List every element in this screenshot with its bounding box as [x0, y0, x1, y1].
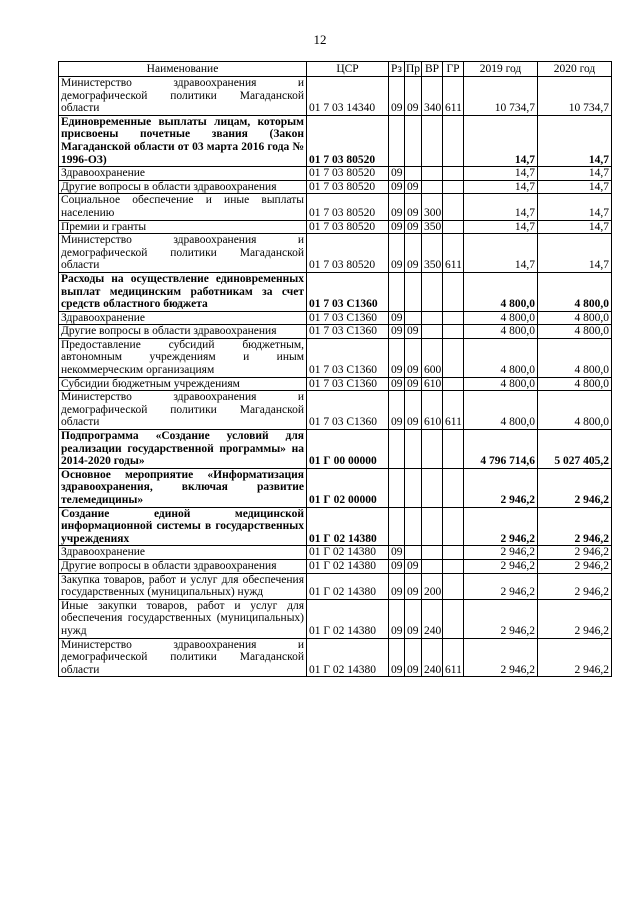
row-csr-code: 01 7 03 80520 [307, 194, 389, 220]
row-gr [443, 507, 464, 546]
row-rz: 09 [389, 220, 405, 234]
row-pr: 09 [405, 377, 422, 391]
row-value-2020: 2 946,2 [538, 546, 612, 560]
row-vr: 240 [422, 599, 443, 638]
budget-table [58, 61, 612, 677]
row-csr-code: 01 7 03 80520 [307, 220, 389, 234]
row-pr: 09 [405, 234, 422, 273]
row-csr-code: 01 Г 02 00000 [307, 468, 389, 507]
row-csr-code: 01 7 03 80520 [307, 115, 389, 166]
row-value-2020: 4 800,0 [538, 272, 612, 311]
row-pr: 09 [405, 573, 422, 599]
row-rz: 09 [389, 311, 405, 325]
row-rz [389, 430, 405, 469]
row-vr [422, 546, 443, 560]
row-value-2019: 10 734,7 [464, 77, 538, 116]
row-pr [405, 115, 422, 166]
row-vr [422, 559, 443, 573]
row-rz: 09 [389, 573, 405, 599]
header-pr: Пр [406, 63, 421, 76]
row-pr [405, 546, 422, 560]
header-rz: Рз [389, 62, 405, 77]
row-gr [443, 573, 464, 599]
row-value-2020: 5 027 405,2 [538, 430, 612, 469]
row-name: Социальное обеспечение и иные выплаты населению [59, 194, 307, 220]
row-vr [422, 325, 443, 339]
table-row [59, 391, 612, 430]
row-rz [389, 507, 405, 546]
row-csr-code: 01 Г 02 14380 [307, 546, 389, 560]
row-gr [443, 338, 464, 377]
row-value-2019: 4 800,0 [464, 338, 538, 377]
row-value-2020: 14,7 [538, 180, 612, 194]
row-pr: 09 [405, 391, 422, 430]
table-row [59, 573, 612, 599]
header-name: Наименование [59, 62, 307, 77]
row-value-2019: 2 946,2 [464, 573, 538, 599]
row-value-2020: 4 800,0 [538, 311, 612, 325]
row-name: Основное мероприятие «Информатизация здравоохранения, включая развитие телемедицины» [59, 468, 307, 507]
row-pr: 09 [405, 77, 422, 116]
row-value-2020: 2 946,2 [538, 468, 612, 507]
row-pr [405, 430, 422, 469]
row-vr: 300 [422, 194, 443, 220]
row-value-2020: 14,7 [538, 194, 612, 220]
header-2020: 2020 год [538, 62, 612, 77]
row-name: Здравоохранение [59, 546, 307, 560]
row-vr: 610 [422, 377, 443, 391]
row-gr [443, 194, 464, 220]
row-name: Министерство здравоохранения и демографической политики Магаданской области [59, 77, 307, 116]
row-value-2020: 4 800,0 [538, 377, 612, 391]
row-vr: 340 [422, 77, 443, 116]
row-gr: 611 [443, 77, 464, 116]
row-csr-code: 01 Г 02 14380 [307, 507, 389, 546]
row-csr-code: 01 7 03 С1360 [307, 391, 389, 430]
row-rz: 09 [389, 325, 405, 339]
row-vr [422, 115, 443, 166]
row-vr [422, 272, 443, 311]
row-value-2020: 2 946,2 [538, 638, 612, 677]
row-gr [443, 167, 464, 181]
row-pr: 09 [405, 180, 422, 194]
table-body [59, 77, 612, 677]
row-gr [443, 430, 464, 469]
row-csr-code: 01 Г 02 14380 [307, 638, 389, 677]
header-vr: ВР [422, 62, 443, 77]
row-name: Подпрограмма «Создание условий для реализации государственной программы» на 2014-2020 годы» [59, 430, 307, 469]
row-value-2019: 2 946,2 [464, 559, 538, 573]
row-value-2019: 4 800,0 [464, 272, 538, 311]
row-gr: 611 [443, 234, 464, 273]
row-name: Единовременные выплаты лицам, которым присвоены почетные звания (Закон Магаданской области от 03 марта 2016 года № 1996-ОЗ) [59, 115, 307, 166]
row-value-2019: 14,7 [464, 167, 538, 181]
row-gr [443, 115, 464, 166]
header-csr: ЦСР [307, 62, 389, 77]
row-vr: 600 [422, 338, 443, 377]
row-name: Министерство здравоохранения и демографической политики Магаданской области [59, 391, 307, 430]
row-pr [405, 507, 422, 546]
row-vr: 350 [422, 234, 443, 273]
table-row [59, 430, 612, 469]
table-row [59, 77, 612, 116]
row-name: Закупка товаров, работ и услуг для обеспечения государственных (муниципальных) нужд [59, 573, 307, 599]
row-pr [405, 167, 422, 181]
row-gr [443, 220, 464, 234]
row-gr [443, 377, 464, 391]
row-value-2019: 2 946,2 [464, 638, 538, 677]
row-gr [443, 311, 464, 325]
row-csr-code: 01 7 03 С1360 [307, 338, 389, 377]
row-vr: 200 [422, 573, 443, 599]
row-value-2019: 14,7 [464, 234, 538, 273]
table-row [59, 599, 612, 638]
row-gr [443, 559, 464, 573]
row-pr: 09 [405, 325, 422, 339]
row-gr [443, 180, 464, 194]
table-row [59, 338, 612, 377]
row-value-2020: 2 946,2 [538, 559, 612, 573]
row-name: Другие вопросы в области здравоохранения [59, 559, 307, 573]
row-csr-code: 01 7 03 80520 [307, 234, 389, 273]
table-row [59, 325, 612, 339]
row-csr-code: 01 7 03 С1360 [307, 325, 389, 339]
row-gr [443, 546, 464, 560]
row-rz: 09 [389, 167, 405, 181]
row-rz: 09 [389, 559, 405, 573]
row-pr [405, 468, 422, 507]
header-gr: ГР [443, 62, 464, 77]
table-row [59, 311, 612, 325]
row-value-2020: 14,7 [538, 115, 612, 166]
row-pr: 09 [405, 194, 422, 220]
row-rz [389, 468, 405, 507]
row-value-2020: 10 734,7 [538, 77, 612, 116]
row-gr [443, 599, 464, 638]
row-value-2020: 2 946,2 [538, 507, 612, 546]
row-gr [443, 272, 464, 311]
row-csr-code: 01 Г 00 00000 [307, 430, 389, 469]
row-pr: 09 [405, 338, 422, 377]
page-number: 12 [313, 32, 327, 47]
row-rz: 09 [389, 194, 405, 220]
row-rz: 09 [389, 77, 405, 116]
row-name: Расходы на осуществление единовременных выплат медицинским работникам за счет средств областного бюджета [59, 272, 307, 311]
row-name: Иные закупки товаров, работ и услуг для обеспечения государственных (муниципальных) нужд [59, 599, 307, 638]
table-row [59, 507, 612, 546]
row-value-2019: 14,7 [464, 115, 538, 166]
row-pr [405, 272, 422, 311]
row-value-2020: 4 800,0 [538, 338, 612, 377]
header-2019: 2019 год [464, 62, 538, 77]
row-rz: 09 [389, 234, 405, 273]
row-csr-code: 01 7 03 С1360 [307, 311, 389, 325]
row-csr-code: 01 Г 02 14380 [307, 599, 389, 638]
row-gr: 611 [443, 391, 464, 430]
table-row [59, 377, 612, 391]
row-name: Премии и гранты [59, 220, 307, 234]
row-csr-code: 01 7 03 80520 [307, 180, 389, 194]
row-rz: 09 [389, 391, 405, 430]
row-value-2020: 2 946,2 [538, 599, 612, 638]
row-rz [389, 115, 405, 166]
row-vr [422, 311, 443, 325]
row-name: Создание единой медицинской информационной системы в государственных учреждениях [59, 507, 307, 546]
row-value-2019: 14,7 [464, 194, 538, 220]
row-pr: 09 [405, 638, 422, 677]
table-row [59, 546, 612, 560]
row-value-2019: 2 946,2 [464, 507, 538, 546]
row-gr [443, 325, 464, 339]
row-value-2019: 2 946,2 [464, 468, 538, 507]
row-rz: 09 [389, 180, 405, 194]
row-csr-code: 01 7 03 С1360 [307, 272, 389, 311]
row-csr-code: 01 7 03 14340 [307, 77, 389, 116]
row-csr-code: 01 Г 02 14380 [307, 559, 389, 573]
row-rz: 09 [389, 338, 405, 377]
row-name: Здравоохранение [59, 167, 307, 181]
row-value-2019: 4 800,0 [464, 377, 538, 391]
row-value-2020: 14,7 [538, 167, 612, 181]
row-rz: 09 [389, 638, 405, 677]
row-vr: 610 [422, 391, 443, 430]
row-vr: 240 [422, 638, 443, 677]
row-name: Другие вопросы в области здравоохранения [59, 325, 307, 339]
row-vr [422, 507, 443, 546]
row-vr [422, 468, 443, 507]
row-name: Предоставление субсидий бюджетным, автономным учреждениям и иным некоммерческим организациям [59, 338, 307, 377]
row-value-2019: 2 946,2 [464, 599, 538, 638]
table-row [59, 167, 612, 181]
row-rz: 09 [389, 599, 405, 638]
row-vr [422, 430, 443, 469]
row-gr: 611 [443, 638, 464, 677]
row-value-2019: 4 796 714,6 [464, 430, 538, 469]
row-pr: 09 [405, 599, 422, 638]
row-csr-code: 01 7 03 80520 [307, 167, 389, 181]
row-pr: 09 [405, 220, 422, 234]
row-value-2019: 2 946,2 [464, 546, 538, 560]
header-row [59, 62, 612, 77]
table-row [59, 234, 612, 273]
table-row [59, 194, 612, 220]
table-row [59, 220, 612, 234]
row-rz [389, 272, 405, 311]
table-row [59, 115, 612, 166]
row-value-2020: 14,7 [538, 220, 612, 234]
row-name: Министерство здравоохранения и демографической политики Магаданской области [59, 638, 307, 677]
row-name: Другие вопросы в области здравоохранения [59, 180, 307, 194]
row-value-2019: 4 800,0 [464, 391, 538, 430]
row-vr [422, 180, 443, 194]
row-vr [422, 167, 443, 181]
row-name: Министерство здравоохранения и демографической политики Магаданской области [59, 234, 307, 273]
table-row [59, 272, 612, 311]
row-value-2019: 4 800,0 [464, 325, 538, 339]
row-pr [405, 311, 422, 325]
row-value-2019: 14,7 [464, 180, 538, 194]
row-pr: 09 [405, 559, 422, 573]
table-row [59, 468, 612, 507]
row-name: Субсидии бюджетным учреждениям [59, 377, 307, 391]
row-value-2020: 14,7 [538, 234, 612, 273]
table-row [59, 638, 612, 677]
row-value-2020: 4 800,0 [538, 391, 612, 430]
row-vr: 350 [422, 220, 443, 234]
row-csr-code: 01 Г 02 14380 [307, 573, 389, 599]
row-value-2019: 14,7 [464, 220, 538, 234]
table-row [59, 180, 612, 194]
table-row [59, 559, 612, 573]
row-value-2020: 4 800,0 [538, 325, 612, 339]
row-rz: 09 [389, 546, 405, 560]
row-csr-code: 01 7 03 С1360 [307, 377, 389, 391]
row-gr [443, 468, 464, 507]
row-value-2020: 2 946,2 [538, 573, 612, 599]
row-rz: 09 [389, 377, 405, 391]
row-name: Здравоохранение [59, 311, 307, 325]
row-value-2019: 4 800,0 [464, 311, 538, 325]
